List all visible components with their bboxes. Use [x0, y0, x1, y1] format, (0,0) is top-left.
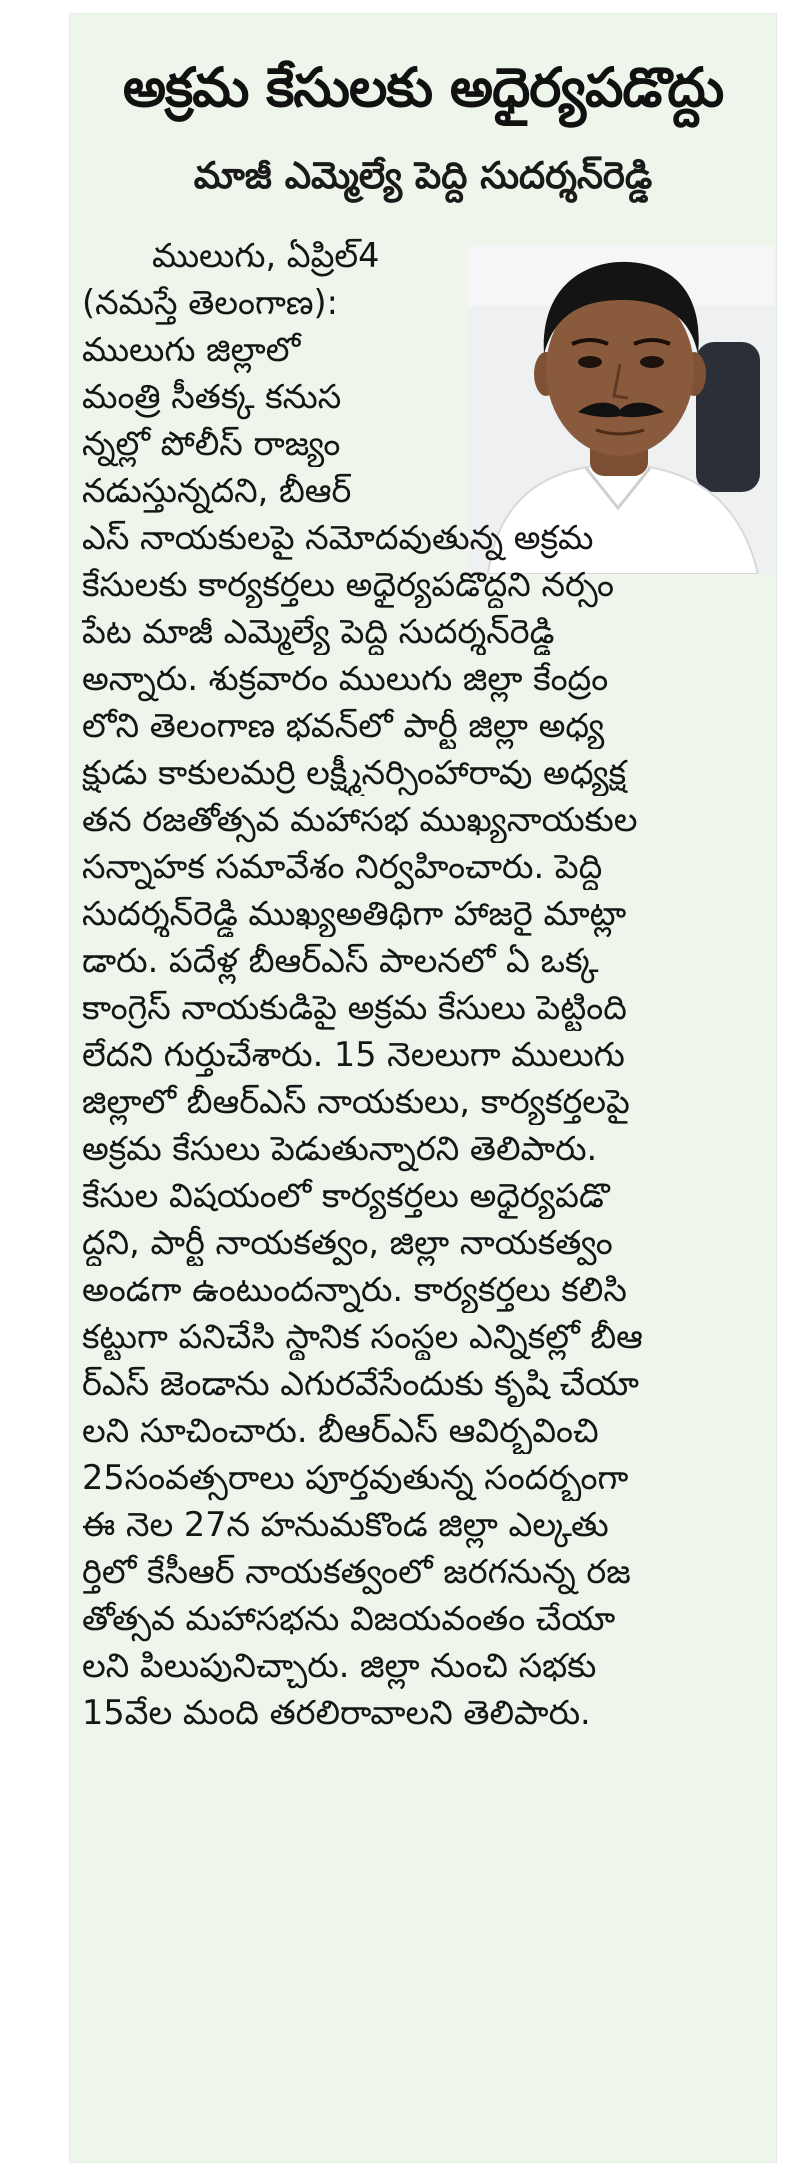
body-line: ములుగు, ఏప్రిల్‌4	[152, 236, 380, 275]
subheadline: మాజీ ఎమ్మెల్యే పెద్ది సుదర్శన్‌రెడ్డి	[193, 154, 653, 197]
body-line: కట్టుగా పనిచేసి స్థానిక సంస్థల ఎన్నికల్లో బీఆ	[82, 1317, 643, 1356]
body-line: అక్రమ కేసులు పెడుతున్నారని తెలిపారు.	[82, 1129, 598, 1168]
headline: అక్రమ కేసులకు అధైర్యపడొద్దు	[122, 56, 724, 119]
body-line: కేసుల విషయంలో కార్యకర్తలు అధైర్యపడొ	[82, 1176, 610, 1215]
newspaper-clipping	[70, 14, 776, 2162]
body-line: పేట మాజీ ఎమ్మెల్యే పెద్ది సుదర్శన్‌రెడ్డి	[82, 612, 555, 651]
body-line: ఎస్‌ నాయకులపై నమోదవుతున్న అక్రమ	[82, 518, 594, 557]
body-line: కాంగ్రెస్‌ నాయకుడిపై అక్రమ కేసులు పెట్టింది	[82, 988, 627, 1027]
body-line: ర్‌ఎస్‌ జెండాను ఎగురవేసేందుకు కృషి చేయా	[82, 1364, 640, 1403]
body-line: 25సంవత్సరాలు పూర్తవుతున్న సందర్భంగా	[82, 1458, 629, 1497]
body-line: ఈ నెల 27న హనుమకొండ జిల్లా ఎల్కతు	[82, 1505, 609, 1544]
body-line: లేదని గుర్తుచేశారు. 15 నెలలుగా ములుగు	[82, 1035, 625, 1074]
body-line: లని సూచించారు. బీఆర్‌ఎస్‌ ఆవిర్భవించి	[82, 1411, 599, 1450]
body-line: జిల్లాలో బీఆర్‌ఎస్‌ నాయకులు, కార్యకర్తలపై	[82, 1082, 630, 1121]
body-line: 15వేల మంది తరలిరావాలని తెలిపారు.	[82, 1693, 591, 1732]
article-body	[82, 514, 772, 1736]
article-body-top	[82, 232, 772, 514]
body-line: అన్నారు. శుక్రవారం ములుగు జిల్లా కేంద్రం	[82, 659, 609, 698]
body-line: మంత్రి సీతక్క కనుస	[82, 377, 342, 416]
body-line: నడుస్తున్నదని, బీఆర్‌	[82, 471, 352, 510]
body-line: (నమస్తే తెలంగాణ):	[82, 283, 338, 322]
body-line: క్షుడు కాకులమర్రి లక్ష్మీనర్సింహారావు అధ్యక్ష	[82, 753, 627, 792]
body-line: ద్దని, పార్టీ నాయకత్వం, జిల్లా నాయకత్వం	[82, 1223, 613, 1262]
body-line: తోత్సవ మహాసభను విజయవంతం చేయా	[82, 1599, 616, 1638]
body-line: సన్నాహక సమావేశం నిర్వహించారు. పెద్ది	[82, 847, 603, 886]
body-line: న్నల్లో పోలీస్‌ రాజ్యం	[82, 424, 341, 463]
body-line: ర్తిలో కేసీఆర్‌ నాయకత్వంలో జరగనున్న రజ	[82, 1552, 631, 1591]
body-line: తన రజతోత్సవ మహాసభ ముఖ్యనాయకుల	[82, 800, 638, 839]
body-line: లోని తెలంగాణ భవన్‌లో పార్టీ జిల్లా అధ్య	[82, 706, 605, 745]
body-line: కేసులకు కార్యకర్తలు అధైర్యపడొద్దని నర్సం	[82, 565, 614, 604]
body-line: సుదర్శన్‌రెడ్డి ముఖ్యఅతిథిగా హాజరై మాట్లా	[82, 894, 627, 933]
body-line: లని పిలుపునిచ్చారు. జిల్లా నుంచి సభకు	[82, 1646, 597, 1685]
body-line: ములుగు జిల్లాలో	[82, 330, 301, 369]
body-line: డారు. పదేళ్ల బీఆర్‌ఎస్‌ పాలనలో ఏ ఒక్క	[82, 941, 599, 980]
body-line: అండగా ఉంటుందన్నారు. కార్యకర్తలు కలిసి	[82, 1270, 627, 1309]
